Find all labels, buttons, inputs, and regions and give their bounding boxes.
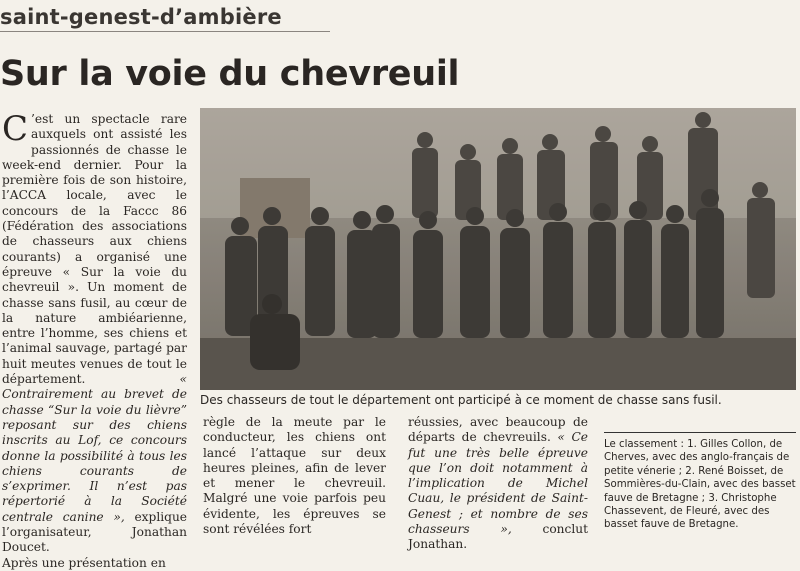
article-column-3 [408,415,588,553]
col1-text-a: ’est un spectacle rare auxquels ont assisté les passionnés de chasse le week-end dernier. Pour la première fois de son histoire, l’ACCA locale, avec le concours de la Faccc 86 (Fédération des associations de chasseurs aux chiens courants) a organisé une épreuve « Sur la voie du chevreuil ». Un moment de chasse sans fusil, au cœur de la nature ambiéarienne, entre l’homme, ses chiens et l’animal sauvage, partagé par huit meutes venues de tout le département. [2,112,187,387]
col3-text-a: réussies, avec beaucoup de départs de chevreuils. [408,415,588,445]
col1-quote: « Contrairement au brevet de chasse “Sur la voie du lièvre” reposant sur des chiens inscrits au Lof, ce concours donne la possibilité à tous les chiens courants de s’exprimer. Il n’est pas répertorié à la Société centrale canine », [2,372,187,524]
group-photo [200,108,796,390]
col1-text-c: Après une présentation en [2,555,166,570]
drop-cap: C [2,109,29,149]
col3-text-b: conclut Jonathan. [408,522,588,552]
photo-caption: Des chasseurs de tout le département ont participé à ce moment de chasse sans fusil. [200,393,722,407]
col1-text-b: explique l’organisateur, Jonathan Doucet. [2,509,188,555]
ranking-box: Le classement : 1. Gilles Collon, de Cherves, avec des anglo-français de petite vénerie ; 2. René Boisset, de Sommières-du-Clain, avec des basset fauve de Bretagne ; 3. Christophe Chassevent, de Fleuré, avec des basset fauve de Bretagne. [604,432,796,556]
article-headline: Sur la voie du chevreuil [0,54,460,94]
section-kicker: saint-genest-d’ambière [0,5,330,32]
article-column-1 [2,109,188,570]
col2-text: règle de la meute par le conducteur, les chiens ont lancé l’attaque sur deux heures pleines, afin de lever et mener le chevreuil. Malgré une voie parfois peu évidente, les épreuves se sont révélées fort [203,415,386,537]
col3-quote: « Ce fut une très belle épreuve que l’on doit notamment à l’implication de Michel Cuau, le président de Saint-Genest ; et nombre de ses chasseurs », [408,430,589,537]
article-column-2 [203,415,386,553]
